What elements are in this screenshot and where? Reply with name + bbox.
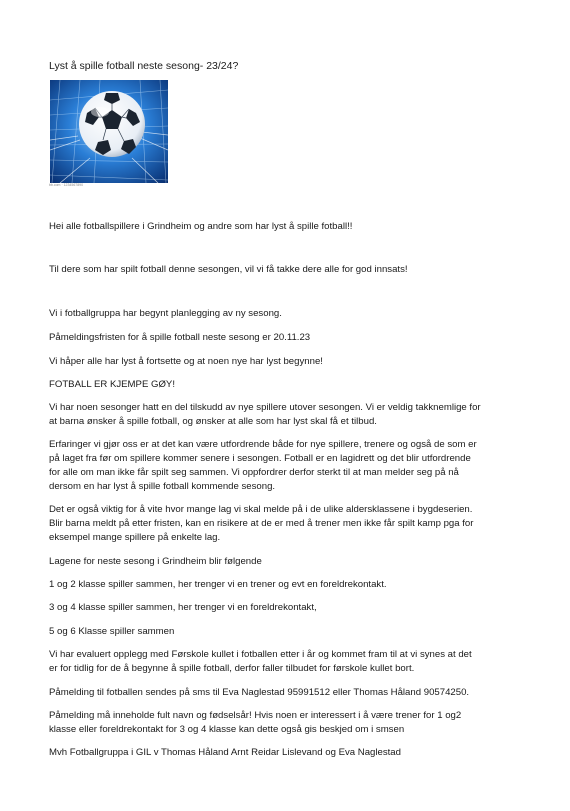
preschool-line-1: Vi har evaluert opplegg med Førskole kullet i fotballen etter i år og kommet fram til at vi synes at det — [49, 649, 472, 660]
fun-paragraph: FOTBALL ER KJEMPE GØY! — [49, 379, 175, 390]
thanks-paragraph: Til dere som har spilt fotball denne sesongen, vil vi få takke dere alle for god innsats! — [49, 264, 408, 275]
preschool-line-2: er for tidlig for de å begynne å spille fotball, derfor faller tilbudet for førskole kullet bort. — [49, 663, 415, 674]
image-credit: bb.com · 1234567890 — [49, 183, 84, 187]
requirements-line-2: klasse eller foreldrekontakt for 3 og 4 klasse kan dette også gis beskjed om i smsen — [49, 724, 405, 735]
planning-paragraph: Vi i fotballgruppa har begynt planlegging av ny sesong. — [49, 308, 282, 319]
signature: Mvh Fotballgruppa i GIL v Thomas Håland Arnt Reidar Lislevand og Eva Naglestad — [49, 747, 401, 758]
signup-paragraph: Påmelding til fotballen sendes på sms til Eva Naglestad 95991512 eller Thomas Håland 90574250. — [49, 687, 470, 698]
teams-info-line-1: Det er også viktig for å vite hvor mange lag vi skal melde på i de ulike aldersklassene i bygdeserien. — [49, 504, 473, 515]
teams-info-line-2: Blir barna meldt på etter fristen, kan en risikere at de er med å trener men ikke får spilt kamp pga for — [49, 518, 474, 529]
experience-line-2: på laget fra før om spillere kommer senere i sesongen. Fotball er en lagidrett og det blir utfordrende — [49, 453, 471, 464]
team-1-2: 1 og 2 klasse spiller sammen, her trenger vi en trener og evt en foreldrekontakt. — [49, 579, 387, 590]
additions-line-2: at barna ønsker å spille fotball, og ønsker at alle som har lyst skal få et tilbud. — [49, 416, 377, 427]
greeting-paragraph: Hei alle fotballspillere i Grindheim og andre som har lyst å spille fotball!! — [49, 221, 353, 232]
teams-info-line-3: eksempel mange spillere på enkelte lag. — [49, 532, 221, 543]
deadline-paragraph: Påmeldingsfristen for å spille fotball neste sesong er 20.11.23 — [49, 332, 311, 343]
football-photo — [50, 80, 168, 183]
football-image — [50, 80, 168, 183]
hope-paragraph: Vi håper alle har lyst å fortsette og at noen nye har lyst begynne! — [49, 356, 323, 367]
document-title: Lyst å spille fotball neste sesong- 23/24? — [49, 60, 239, 72]
experience-line-3: for alle om man ikke får spilt seg sammen. Vi oppfordrer derfor sterkt til at man melder seg på nå — [49, 467, 459, 478]
requirements-line-1: Påmelding må inneholde fult navn og fødselsår! Hvis noen er interessert i å være trener for 1 og2 — [49, 710, 462, 721]
team-3-4: 3 og 4 klasse spiller sammen, her trenger vi en foreldrekontakt, — [49, 602, 317, 613]
experience-line-4: dersom en har lyst å spille fotball kommende sesong. — [49, 481, 276, 492]
team-5-6: 5 og 6 Klasse spiller sammen — [49, 626, 175, 637]
teams-heading: Lagene for neste sesong i Grindheim blir følgende — [49, 556, 262, 567]
additions-line-1: Vi har noen sesonger hatt en del tilskudd av nye spillere utover sesongen. Vi er veldig takknemlige for — [49, 402, 481, 413]
experience-line-1: Erfaringer vi gjør oss er at det kan være utfordrende både for nye spillere, trenere og også de som er — [49, 439, 477, 450]
